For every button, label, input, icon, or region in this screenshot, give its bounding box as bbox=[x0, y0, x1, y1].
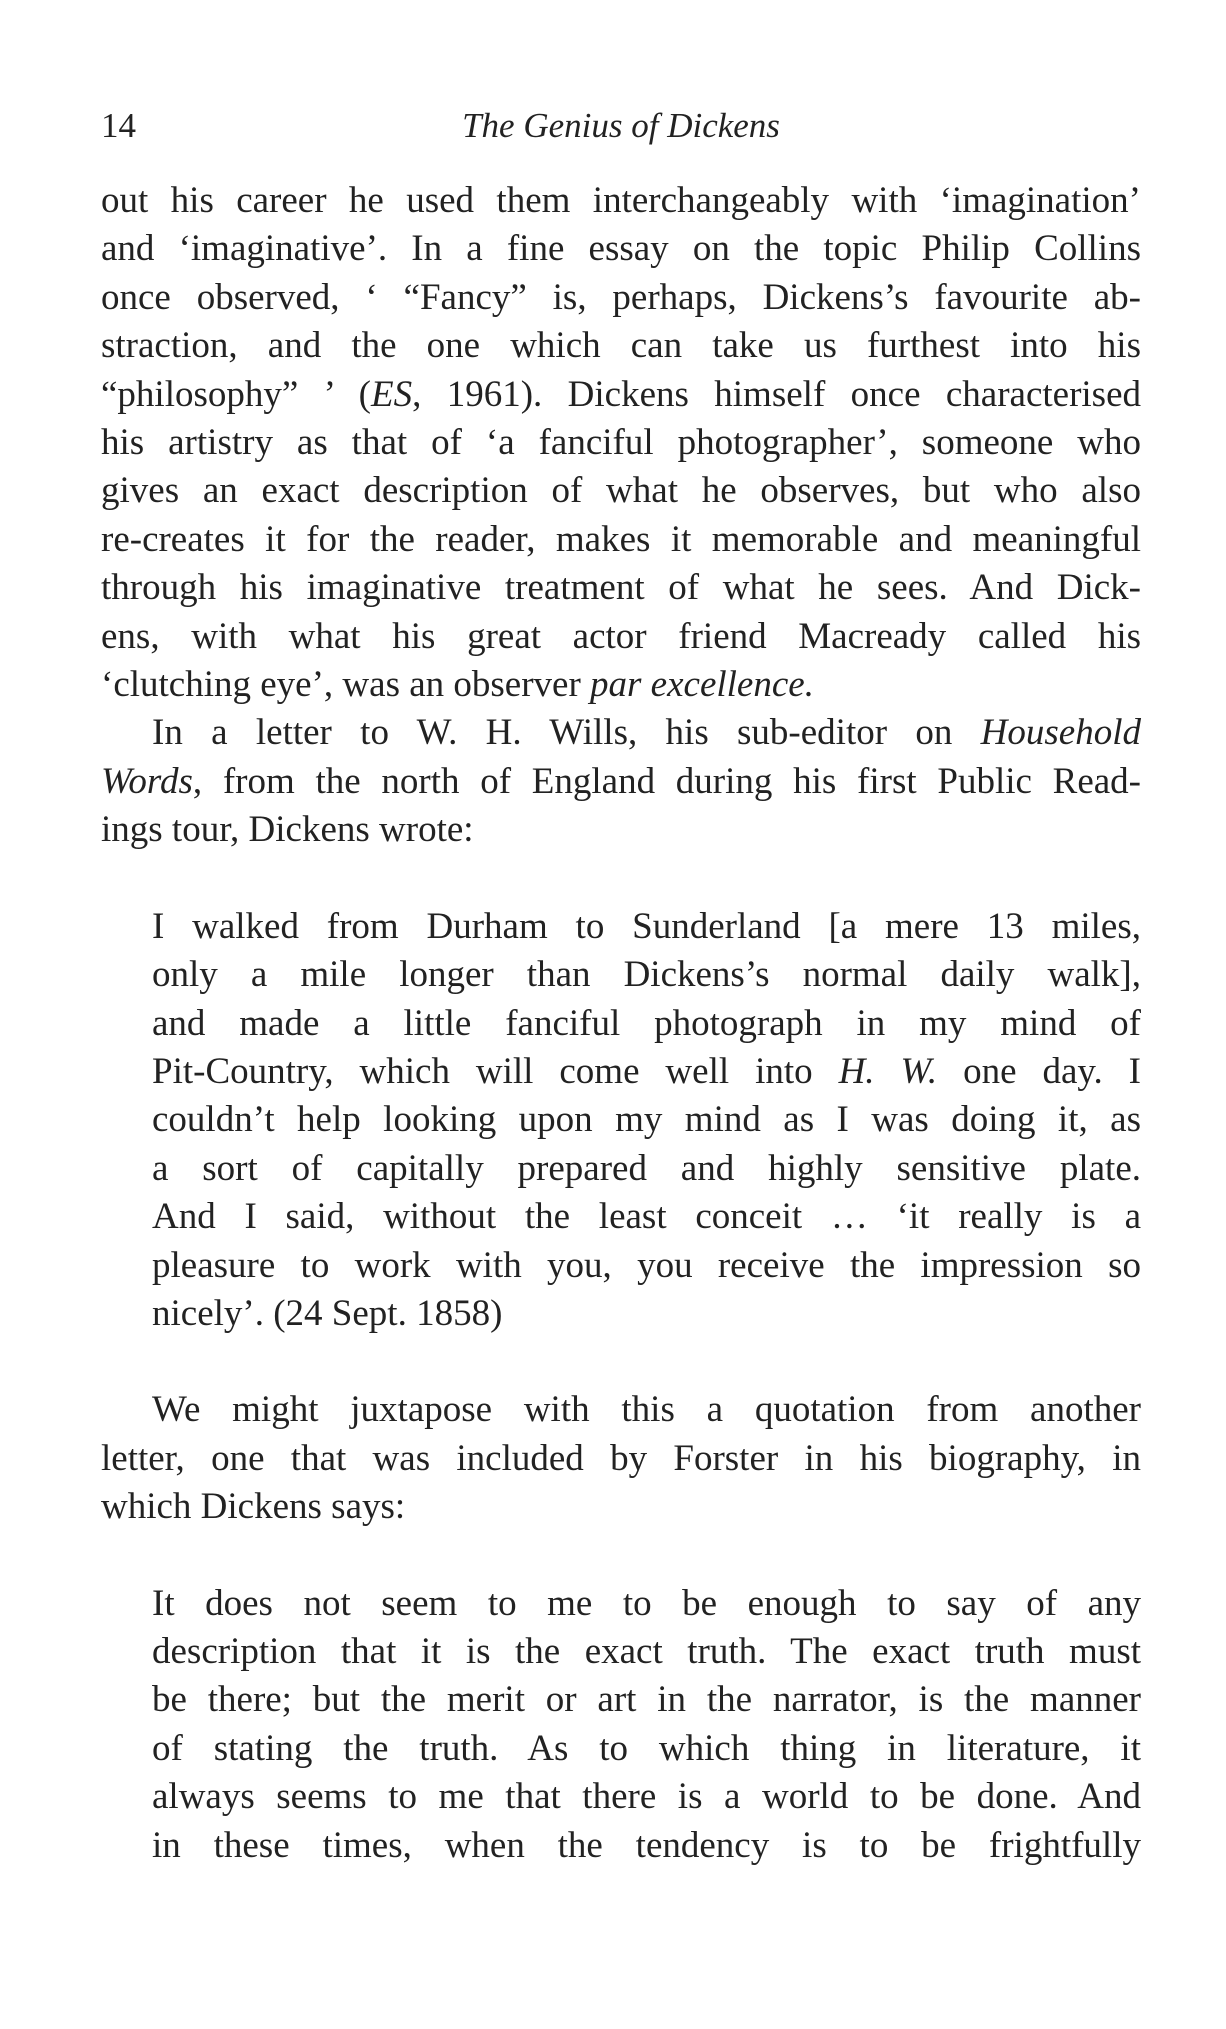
block-quote bbox=[152, 1580, 1141, 1870]
text-run: “philosophy” ’ ( bbox=[101, 373, 371, 415]
text-line: straction, and the one which can take us furthest into his bbox=[101, 325, 1141, 367]
quote-line: a sort of capitally prepared and highly sensitive plate. bbox=[152, 1147, 1141, 1189]
text-run: Pit-Country, which will come well into bbox=[152, 1050, 839, 1092]
text-line: re-creates it for the reader, makes it memorable and meaningful bbox=[101, 518, 1141, 560]
text-line: gives an exact description of what he observes, but who also bbox=[101, 470, 1141, 512]
italic-title: Words bbox=[101, 760, 193, 802]
paragraph bbox=[101, 1386, 1141, 1531]
italic-title: H. W. bbox=[838, 1050, 938, 1092]
text-run: one day. I bbox=[937, 1050, 1141, 1092]
quote-line: description that it is the exact truth. The exact truth must bbox=[152, 1630, 1141, 1672]
spacer bbox=[101, 1338, 1141, 1386]
text-line: letter, one that was included by Forster in his biography, in bbox=[101, 1437, 1141, 1479]
running-title: The Genius of Dickens bbox=[462, 106, 780, 145]
text-line: ings tour, Dickens wrote: bbox=[101, 809, 474, 851]
spacer bbox=[101, 1532, 1141, 1580]
quote-line: I walked from Durham to Sunderland [a mere 13 miles, bbox=[152, 905, 1141, 947]
paragraph-continued bbox=[101, 177, 1141, 709]
quote-line: always seems to me that there is a world to be done. And bbox=[152, 1776, 1141, 1818]
quote-line: pleasure to work with you, you receive the impression so bbox=[152, 1244, 1141, 1286]
text-line bbox=[101, 371, 1141, 419]
text-line bbox=[101, 709, 1141, 757]
paragraph bbox=[101, 709, 1141, 854]
body-text bbox=[101, 177, 1141, 1870]
text-line: out his career he used them interchangeably with ‘imagination’ bbox=[101, 180, 1141, 221]
text-line: his artistry as that of ‘a fanciful photographer’, someone who bbox=[101, 422, 1141, 464]
text-line: ens, with what his great actor friend Macready called his bbox=[101, 615, 1141, 657]
spacer bbox=[101, 855, 1141, 903]
quote-line: only a mile longer than Dickens’s normal daily walk], bbox=[152, 954, 1141, 996]
quote-line: be there; but the merit or art in the narrator, is the manner bbox=[152, 1679, 1141, 1721]
quote-line: It does not seem to me to be enough to say of any bbox=[152, 1582, 1141, 1624]
running-head bbox=[101, 101, 1141, 151]
quote-line: And I said, without the least conceit … ‘it really is a bbox=[152, 1196, 1141, 1238]
text-line: We might juxtapose with this a quotation from another bbox=[152, 1389, 1141, 1431]
italic-phrase: par excellence. bbox=[590, 664, 814, 706]
quote-line: nicely’. (24 Sept. 1858) bbox=[152, 1292, 503, 1334]
quote-line: in these times, when the tendency is to be frightfully bbox=[152, 1824, 1141, 1866]
text-run: ‘clutching eye’, was an observer bbox=[101, 664, 591, 706]
text-line: through his imaginative treatment of what he sees. And Dick- bbox=[101, 567, 1141, 609]
text-run: , 1961). Dickens himself once characterised bbox=[412, 373, 1142, 415]
text-line: and ‘imaginative’. In a fine essay on the topic Philip Collins bbox=[101, 228, 1141, 270]
text-run: , from the north of England during his first Public Read- bbox=[192, 760, 1141, 802]
quote-line: and made a little fanciful photograph in my mind of bbox=[152, 1002, 1141, 1044]
text-line: once observed, ‘ “Fancy” is, perhaps, Dickens’s favourite ab- bbox=[101, 276, 1141, 318]
page-number: 14 bbox=[101, 106, 136, 145]
text-run: In a letter to W. H. Wills, his sub-editor on bbox=[152, 712, 981, 754]
text-line: which Dickens says: bbox=[101, 1486, 406, 1528]
quote-line: couldn’t help looking upon my mind as I was doing it, as bbox=[152, 1099, 1141, 1141]
text-line bbox=[101, 661, 1141, 709]
italic-title: Household bbox=[980, 712, 1141, 754]
block-quote bbox=[152, 903, 1141, 1339]
journal-abbreviation: ES bbox=[370, 373, 413, 415]
quote-line: of stating the truth. As to which thing in literature, it bbox=[152, 1727, 1141, 1769]
text-line bbox=[101, 758, 1141, 806]
quote-line bbox=[152, 1048, 1141, 1096]
